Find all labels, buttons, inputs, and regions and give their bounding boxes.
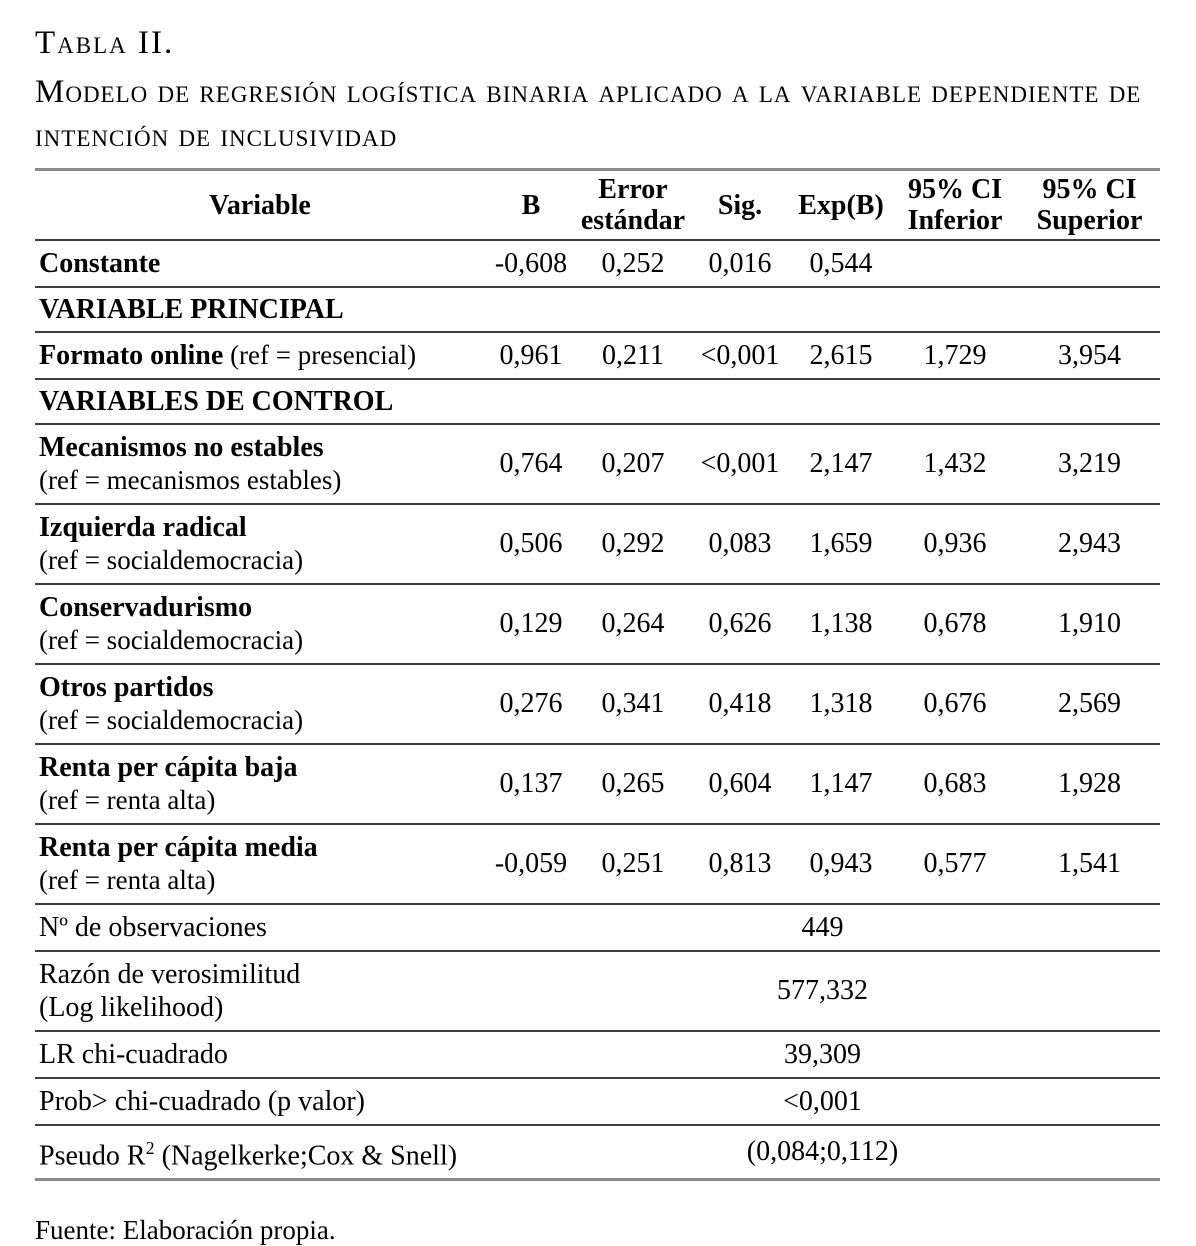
data-row: [35, 584, 1160, 664]
summary-label-text: Razón de verosimilitud: [39, 959, 301, 990]
variable-cell: [35, 584, 485, 664]
variable-ref: (ref = mecanismos estables): [39, 465, 342, 495]
data-row: [35, 424, 1160, 504]
value-cell: 1,318: [809, 688, 873, 719]
header-row: [35, 170, 1160, 241]
summary-label-line2: (Log likelihood): [39, 992, 224, 1023]
table-number: Tabla II.: [35, 25, 175, 61]
data-row: [35, 664, 1160, 744]
variable-cell: [35, 664, 485, 744]
value-cell: 0,016: [708, 247, 772, 279]
value-cell: 0,676: [923, 688, 987, 719]
value-cell: 1,138: [809, 608, 873, 639]
value-cell: 0,506: [499, 528, 563, 559]
variable-name: Conservadurismo: [39, 592, 253, 623]
summary-label-text: Pseudo R: [39, 1140, 146, 1172]
summary-label-text: Prob> chi-cuadrado (p valor): [39, 1086, 366, 1117]
value-cell: 0,265: [601, 768, 665, 799]
variable-ref: (ref = socialdemocracia): [39, 545, 304, 575]
variable-name: Renta per cápita media: [39, 832, 318, 863]
value-cell: 0,544: [809, 247, 873, 279]
variable-cell: [35, 240, 485, 287]
variable-cell: [35, 824, 485, 904]
summary-label-suffix: (Nagelkerke;Cox & Snell): [154, 1140, 458, 1172]
header-cell-1: B: [521, 189, 541, 221]
value-cell: [1019, 240, 1160, 287]
variable-ref: (ref = socialdemocracia): [39, 705, 304, 735]
section-row: [35, 379, 1160, 424]
summary-value: 577,332: [777, 975, 868, 1006]
value-cell: 0,252: [601, 247, 665, 279]
value-cell: -0,059: [494, 848, 568, 879]
section-row: [35, 287, 1160, 332]
summary-value: 449: [801, 911, 844, 943]
summary-row: [35, 1125, 1160, 1180]
variable-name: Otros partidos: [39, 672, 214, 703]
summary-value: <0,001: [783, 1085, 862, 1117]
data-row: [35, 504, 1160, 584]
data-row: [35, 824, 1160, 904]
value-cell: 0,961: [499, 339, 563, 371]
value-cell: 1,147: [809, 768, 873, 799]
header-cell-3: Sig.: [717, 189, 763, 221]
variable-name: Mecanismos no estables: [39, 432, 324, 463]
value-cell: 0,137: [499, 768, 563, 799]
header-cell-0: Variable: [209, 189, 311, 221]
value-cell: 0,764: [499, 448, 563, 479]
value-cell: 0,936: [923, 528, 987, 559]
header-cell-2: Error estándar: [580, 174, 686, 236]
header-cell-5: 95% CI Inferior: [907, 174, 1003, 236]
summary-row: [35, 1078, 1160, 1125]
header-cell-6: 95% CI Superior: [1036, 174, 1143, 236]
variable-name: Constante: [39, 248, 161, 279]
value-cell: -0,608: [494, 247, 568, 279]
value-cell: 0,129: [499, 608, 563, 639]
value-cell: 1,659: [809, 528, 873, 559]
summary-label-text: Nº de observaciones: [39, 912, 267, 943]
section-label: VARIABLE PRINCIPAL: [39, 294, 344, 325]
variable-ref: (ref = renta alta): [39, 865, 216, 895]
summary-value: (0,084;0,112): [746, 1136, 899, 1168]
variable-cell: [35, 424, 485, 504]
variable-name: Formato online: [39, 340, 224, 371]
header-cell-4: Exp(B): [798, 189, 884, 221]
value-cell: <0,001: [700, 448, 780, 479]
source-note: Fuente: Elaboración propia.: [35, 1215, 336, 1246]
value-cell: [891, 240, 1019, 287]
value-cell: 2,615: [809, 339, 873, 371]
value-cell: 3,219: [1058, 448, 1121, 479]
variable-ref: (ref = socialdemocracia): [39, 625, 304, 655]
summary-label: [35, 1078, 485, 1125]
value-cell: 2,569: [1058, 688, 1121, 719]
summary-value: 39,309: [784, 1038, 861, 1070]
table-body: [35, 240, 1160, 1180]
value-cell: 0,083: [708, 528, 772, 559]
value-cell: 0,211: [602, 339, 664, 371]
data-row: [35, 240, 1160, 287]
value-cell: 0,678: [923, 608, 987, 639]
summary-row: [35, 1031, 1160, 1078]
value-cell: 0,943: [809, 848, 873, 879]
value-cell: 0,341: [601, 688, 665, 719]
variable-ref: (ref = renta alta): [39, 785, 216, 815]
summary-label: [35, 1125, 485, 1180]
data-row: [35, 744, 1160, 824]
value-cell: 0,292: [601, 528, 665, 559]
value-cell: 3,954: [1058, 339, 1121, 371]
value-cell: 1,928: [1058, 768, 1121, 799]
value-cell: 0,264: [601, 608, 665, 639]
variable-cell: [35, 504, 485, 584]
summary-row: [35, 904, 1160, 951]
variable-ref: (ref = presencial): [230, 340, 417, 370]
summary-row: [35, 951, 1160, 1031]
value-cell: 0,604: [708, 768, 772, 799]
summary-label: [35, 951, 485, 1031]
value-cell: 1,910: [1058, 608, 1121, 639]
value-cell: 0,577: [923, 848, 987, 879]
value-cell: 1,541: [1058, 848, 1121, 879]
section-label: VARIABLES DE CONTROL: [39, 386, 394, 417]
value-cell: 0,276: [499, 688, 563, 719]
value-cell: 0,683: [923, 768, 987, 799]
data-row: [35, 332, 1160, 379]
value-cell: 0,418: [708, 688, 772, 719]
table-header: [35, 170, 1160, 241]
value-cell: 0,626: [708, 608, 772, 639]
table-title: Modelo de regresión logística binaria aplicado a la variable dependiente de intención de inclusividad: [35, 74, 1142, 154]
variable-cell: [35, 744, 485, 824]
value-cell: 2,147: [809, 448, 873, 479]
value-cell: <0,001: [700, 339, 780, 371]
value-cell: 1,432: [923, 448, 987, 479]
summary-label-text: LR chi-cuadrado: [39, 1039, 228, 1070]
variable-name: Renta per cápita baja: [39, 752, 298, 783]
variable-name: Izquierda radical: [39, 512, 247, 543]
superscript: 2: [145, 1138, 155, 1158]
value-cell: 0,813: [708, 848, 772, 879]
summary-label: [35, 904, 485, 951]
summary-label: [35, 1031, 485, 1078]
value-cell: 1,729: [923, 339, 987, 371]
value-cell: 0,251: [601, 848, 665, 879]
value-cell: 0,207: [601, 448, 665, 479]
value-cell: 2,943: [1058, 528, 1121, 559]
variable-cell: [35, 332, 485, 379]
regression-table: [35, 168, 1160, 1181]
